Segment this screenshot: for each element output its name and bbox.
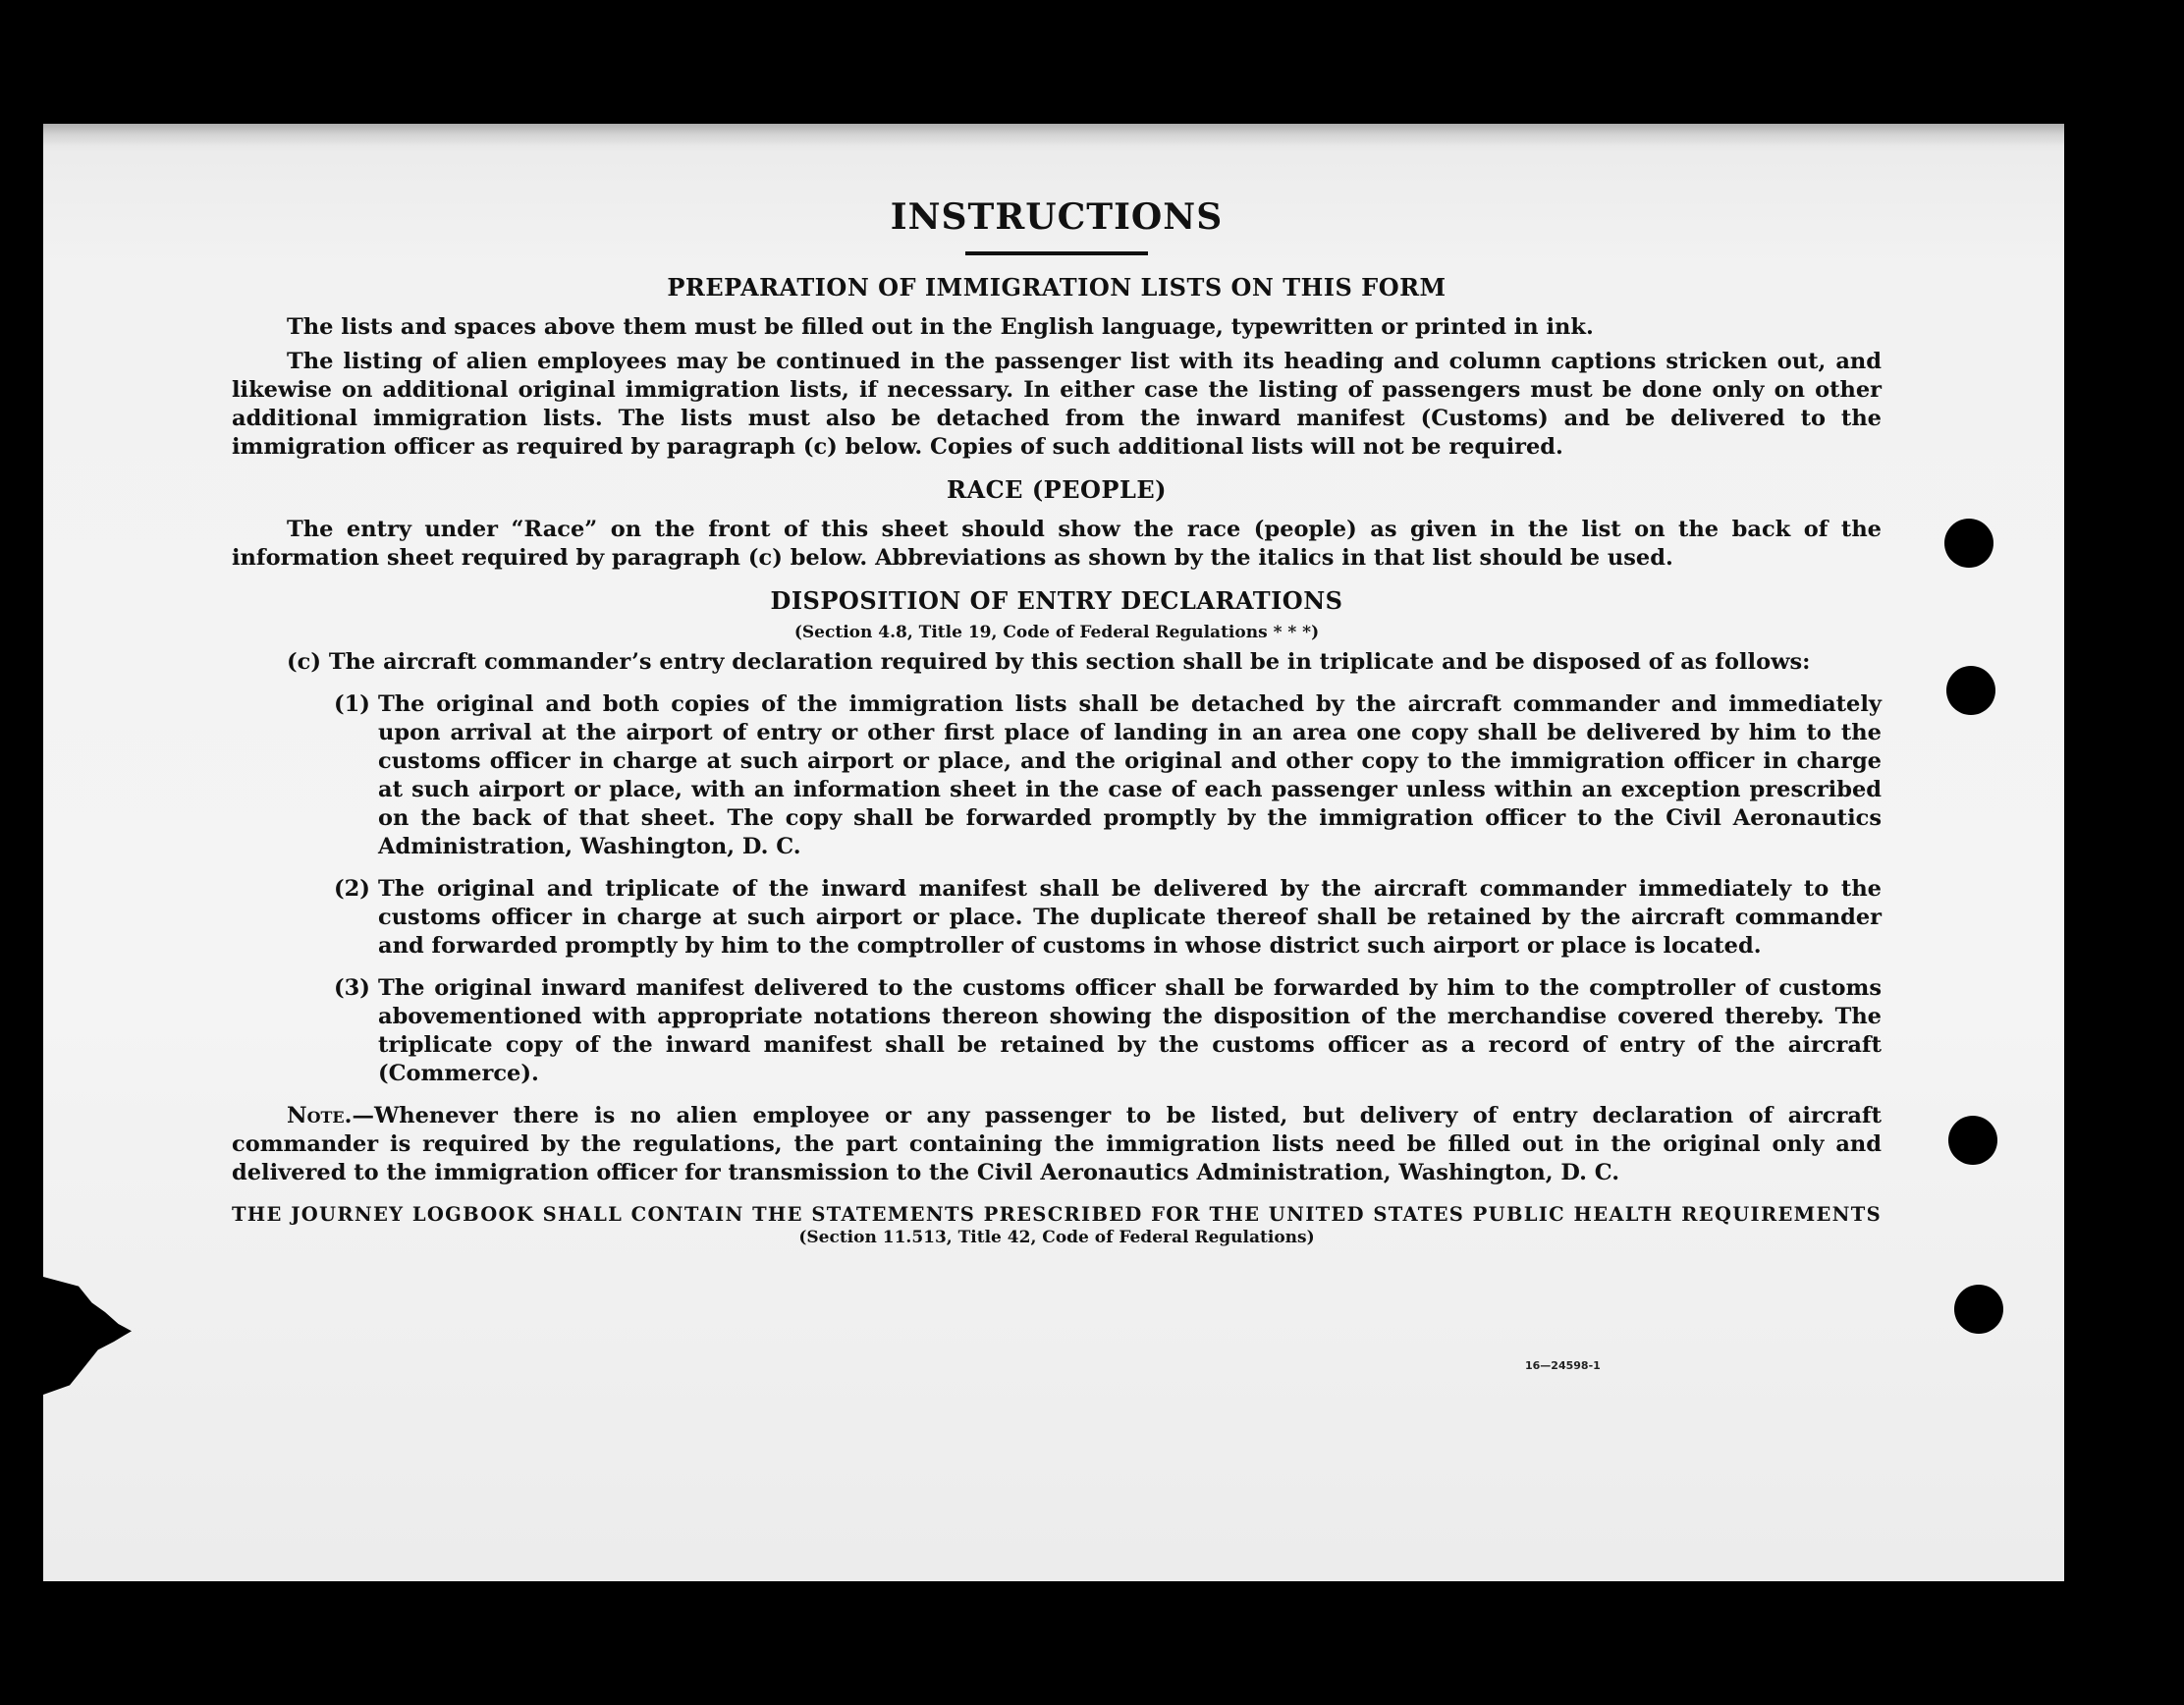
note-text: —Whenever there is no alien employee or any passenger to be listed, but delivery of entry declaration of aircraft commander is required by the regulations, the part containing the immigration lists need be filled out in the original only and delivered to the immigration officer for transmission to the Civil Aeronautics Administration, Washington, D. C. [232,1103,1882,1185]
punch-hole-2 [1946,666,1995,715]
regulation-citation: (Section 4.8, Title 19, Code of Federal Regulations * * *) [793,623,1320,642]
section-heading-preparation: PREPARATION OF IMMIGRATION LISTS ON THIS FORM [667,273,1447,302]
punch-hole-4 [1954,1285,2003,1334]
paragraph-c-intro: (c) The aircraft commander’s entry declaration required by this section shall be in triplicate and be disposed of as follows: [287,649,1811,675]
section-heading-race: RACE (PEOPLE) [947,475,1167,504]
title-rule [965,251,1148,255]
paragraph-race: The entry under “Race” on the front of this sheet should show the race (people) as given in the list on the back of the information sheet required by paragraph (c) below. Abbreviations as shown by the italics in that list should be used. [232,517,1882,571]
list-item [334,974,1882,1088]
page-title: INSTRUCTIONS [890,196,1224,238]
page-edge-shadow [43,124,2064,145]
list-item [334,690,1882,861]
instructions-content [232,196,1882,1247]
section-heading-disposition: DISPOSITION OF ENTRY DECLARATIONS [770,586,1343,615]
item-text: The original inward manifest delivered to the customs officer shall be forwarded by him to the comptroller of customs abovementioned with appropriate notations thereon showing the disposition of the merchandise covered thereby. The triplicate copy of the inward manifest shall be retained by the customs officer as a record of entry of the aircraft (Commerce). [378,975,1882,1086]
form-number: 16—24598-1 [1525,1359,1601,1372]
punch-hole-3 [1948,1116,1997,1165]
list-item [334,875,1882,961]
item-number: (3) [334,975,370,1001]
paragraph-language: The lists and spaces above them must be filled out in the English language, typewritten or printed in ink. [287,314,1594,340]
item-text: The original and triplicate of the inward manifest shall be delivered by the aircraft commander immediately to the customs officer in charge at such airport or place. The duplicate thereof shall be retained by the aircraft commander and forwarded promptly by him to the comptroller of customs in whose district such airport or place is located. [378,876,1882,959]
note-label: Note. [287,1103,353,1128]
item-number: (2) [334,876,370,902]
footer-citation: (Section 11.513, Title 42, Code of Federal Regulations) [798,1228,1315,1247]
punch-hole-1 [1944,519,1993,568]
item-number: (1) [334,691,370,717]
note-paragraph [232,1102,1882,1187]
footer-requirement: THE JOURNEY LOGBOOK SHALL CONTAIN THE STATEMENTS PRESCRIBED FOR THE UNITED STATES PUBLIC HEALTH REQUIREMENTS [232,1203,1882,1226]
item-text: The original and both copies of the immigration lists shall be detached by the aircraft commander and immediately upon arrival at the airport of entry or other first place of landing in an area one copy shall be delivered by him to the customs officer in charge at such airport or place, and the original and other copy to the immigration officer in charge at such airport or place, with an information sheet in the case of each passenger unless within an exception prescribed on the back of that sheet. The copy shall be forwarded promptly by the immigration officer to the Civil Aeronautics Administration, Washington, D. C. [378,691,1882,859]
paragraph-alien-employees: The listing of alien employees may be continued in the passenger list with its heading and column captions stricken out, and likewise on additional original immigration lists, if necessary. In either case the listing of passengers must be done only on other additional immigration lists. The lists must also be detached from the inward manifest (Customs) and be delivered to the immigration officer as required by paragraph (c) below. Copies of such additional lists will not be required. [232,349,1882,460]
